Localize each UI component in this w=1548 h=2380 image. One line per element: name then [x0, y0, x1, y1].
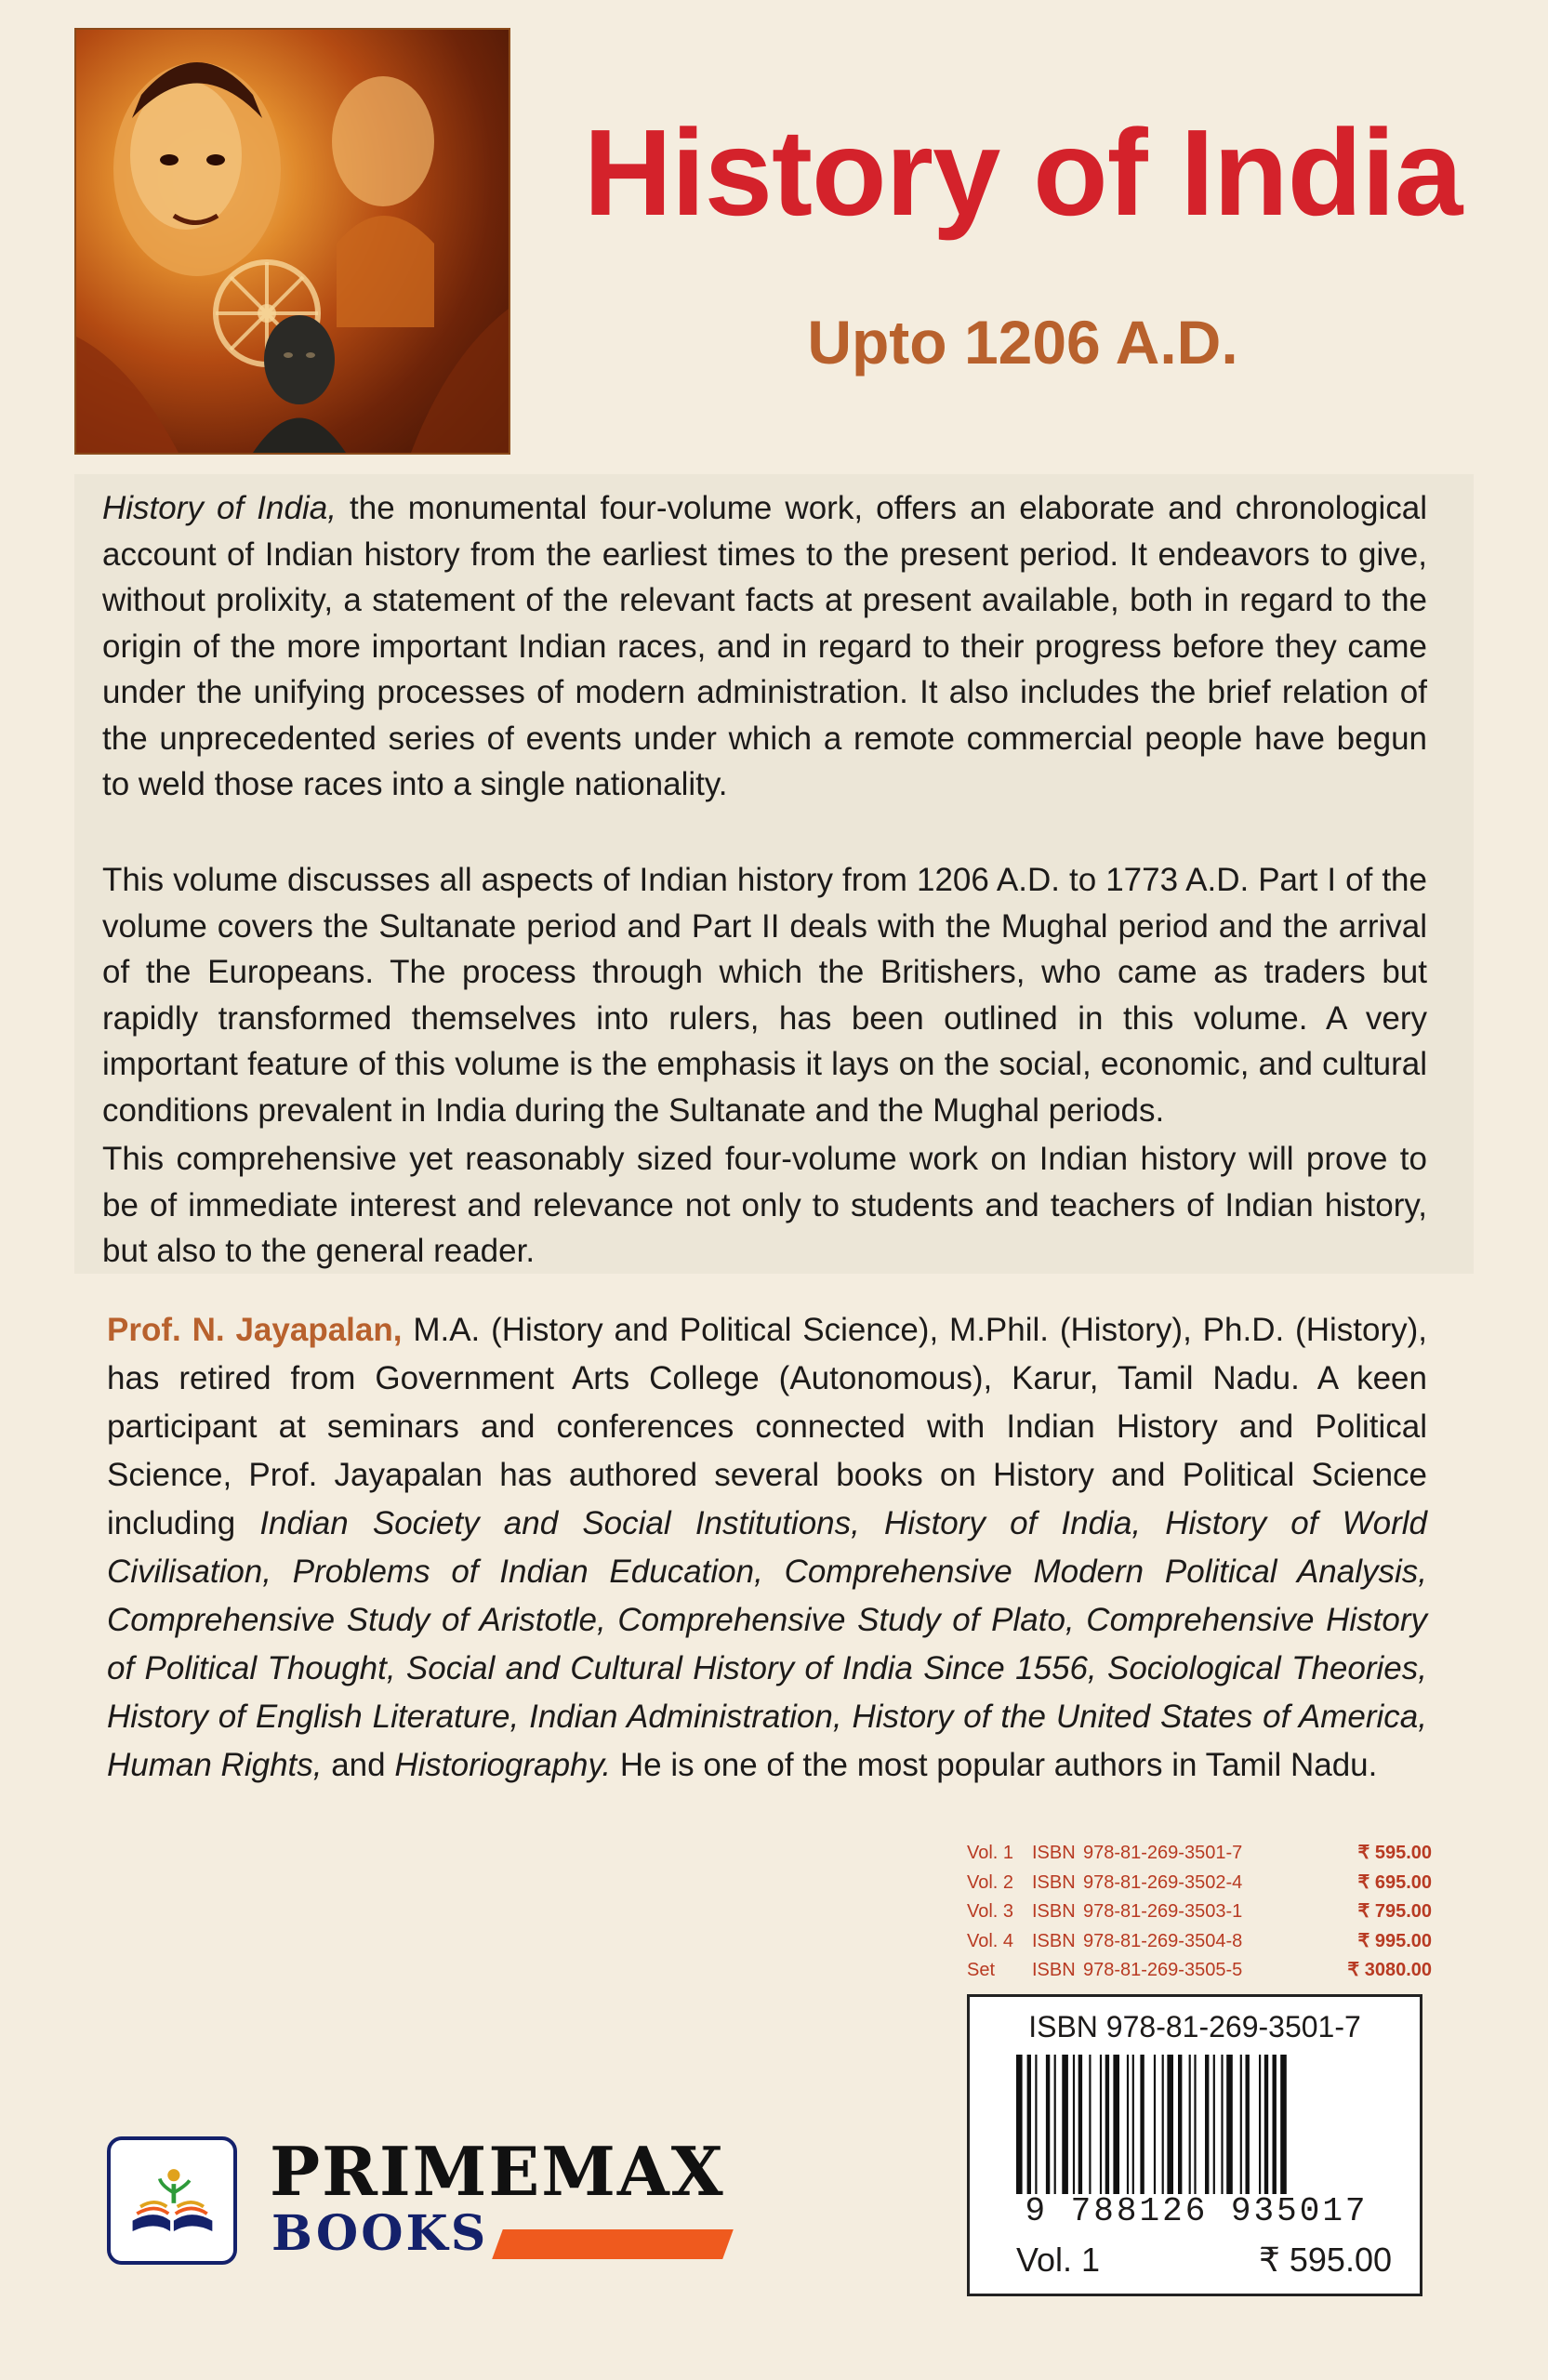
blurb-paragraph-2: This volume discusses all aspects of Indian history from 1206 A.D. to 1773 A.D. Part I of the volume covers the Sultanate period and Part II deals with the Mughal period and the arrival of the Europeans. The process through which the Britishers, who came as traders but rapidly transformed themselves into rulers, has been outlined in this volume. A very important feature of this volume is the emphasis it lays on the social, economic, and cultural conditions prevalent in India during the Sultanate and the Mughal periods. [102, 862, 1427, 1129]
isbn-row [967, 1897, 1432, 1927]
isbn-vol: Vol. 3 [967, 1901, 1014, 1922]
isbn-label: ISBN [1032, 1930, 1076, 1951]
historical-portrait-collage-icon [76, 30, 509, 453]
author-name: Prof. N. Jayapalan, [107, 1312, 403, 1348]
author-closing: He is one of the most popular authors in Tamil Nadu. [611, 1747, 1378, 1783]
isbn-row [967, 1839, 1432, 1869]
series-title-italic: History of India, [102, 490, 337, 526]
isbn-row [967, 1869, 1432, 1898]
isbn-vol: Vol. 4 [967, 1930, 1014, 1951]
cover-artwork [74, 28, 510, 455]
blurb-paragraph-1 [102, 485, 1427, 808]
blurb-paragraph-3: This comprehensive yet reasonably sized four-volume work on Indian history will prove to be of immediate interest and relevance not only to students and teachers of Indian history, but also to the general reader. [102, 1141, 1427, 1269]
author-and: and [322, 1747, 395, 1783]
isbn-label: ISBN [1032, 1901, 1076, 1922]
isbn-price: ₹ 995.00 [1357, 1930, 1432, 1951]
isbn-vol: Vol. 1 [967, 1843, 1014, 1863]
publisher-accent-bar [492, 2229, 734, 2259]
book-title: History of India [583, 104, 1462, 241]
isbn-row [967, 1956, 1432, 1986]
author-last-book: Historiography. [394, 1747, 612, 1783]
isbn-price: ₹ 795.00 [1357, 1901, 1432, 1922]
isbn-vol: Vol. 2 [967, 1871, 1014, 1893]
barcode-isbn: ISBN 978-81-269-3501-7 [1028, 2010, 1361, 2043]
author-bio [107, 1306, 1427, 1790]
barcode-digits: 9 788126 935017 [1025, 2192, 1369, 2230]
book-subtitle: Upto 1206 A.D. [807, 308, 1238, 377]
isbn-label: ISBN [1032, 1843, 1076, 1863]
author-books-list: Indian Society and Social Institutions, History of India, History of World Civilisation, Problems of Indian Education, Comprehensive Modern Political Analysis, Comprehensive Study of Aristotle, Comprehensive Study of Plato, Comprehensive History of Political Thought, Social and Cultural History of India Since 1556, Sociological Theories, History of English Literature, Indian Administration, History of the United States of America, Human Rights, [107, 1505, 1427, 1783]
isbn-number: 978-81-269-3504-8 [1083, 1930, 1243, 1951]
isbn-number: 978-81-269-3502-4 [1083, 1871, 1243, 1893]
isbn-number: 978-81-269-3503-1 [1083, 1901, 1243, 1922]
barcode-icon [1016, 2055, 1383, 2194]
open-book-logo-icon [107, 2136, 237, 2265]
isbn-label: ISBN [1032, 1871, 1076, 1893]
author-intro: M.A. (History and Political Science), M.Phil. (History), Ph.D. (History), has retired from Government Arts College (Autonomous), Karur, Tamil Nadu. A keen participant at seminars and conferences connected with Indian History and Political Science, Prof. Jayapalan has authored several books on History and Political Science including [107, 1312, 1427, 1541]
blurb-paragraph-1-text: the monumental four-volume work, offers an elaborate and chronological account of Indian history from the earliest times to the present period. It endeavors to give, without prolixity, a statement of the relevant facts at present available, both in regard to the origin of the more important Indian races, and in regard to their progress before they came under the unifying processes of modern administration. It also includes the brief relation of the unprecedented series of events under which a remote commercial people have begun to weld those races into a single nationality. [102, 490, 1428, 802]
isbn-row [967, 1927, 1432, 1957]
isbn-price-list [967, 1839, 1432, 1986]
barcode-label [967, 1994, 1422, 2296]
isbn-price: ₹ 3080.00 [1347, 1960, 1432, 1980]
barcode-volume: Vol. 1 [1016, 2241, 1101, 2279]
publisher-name: PRIMEMAX [270, 2132, 725, 2211]
barcode-price: ₹ 595.00 [1258, 2241, 1392, 2279]
isbn-number: 978-81-269-3505-5 [1083, 1960, 1243, 1980]
isbn-number: 978-81-269-3501-7 [1083, 1843, 1243, 1863]
isbn-label: ISBN [1032, 1960, 1076, 1980]
isbn-price: ₹ 595.00 [1357, 1843, 1432, 1863]
isbn-vol: Set [967, 1960, 996, 1980]
publisher-sub: BOOKS [271, 2205, 489, 2262]
isbn-price: ₹ 695.00 [1357, 1871, 1432, 1893]
